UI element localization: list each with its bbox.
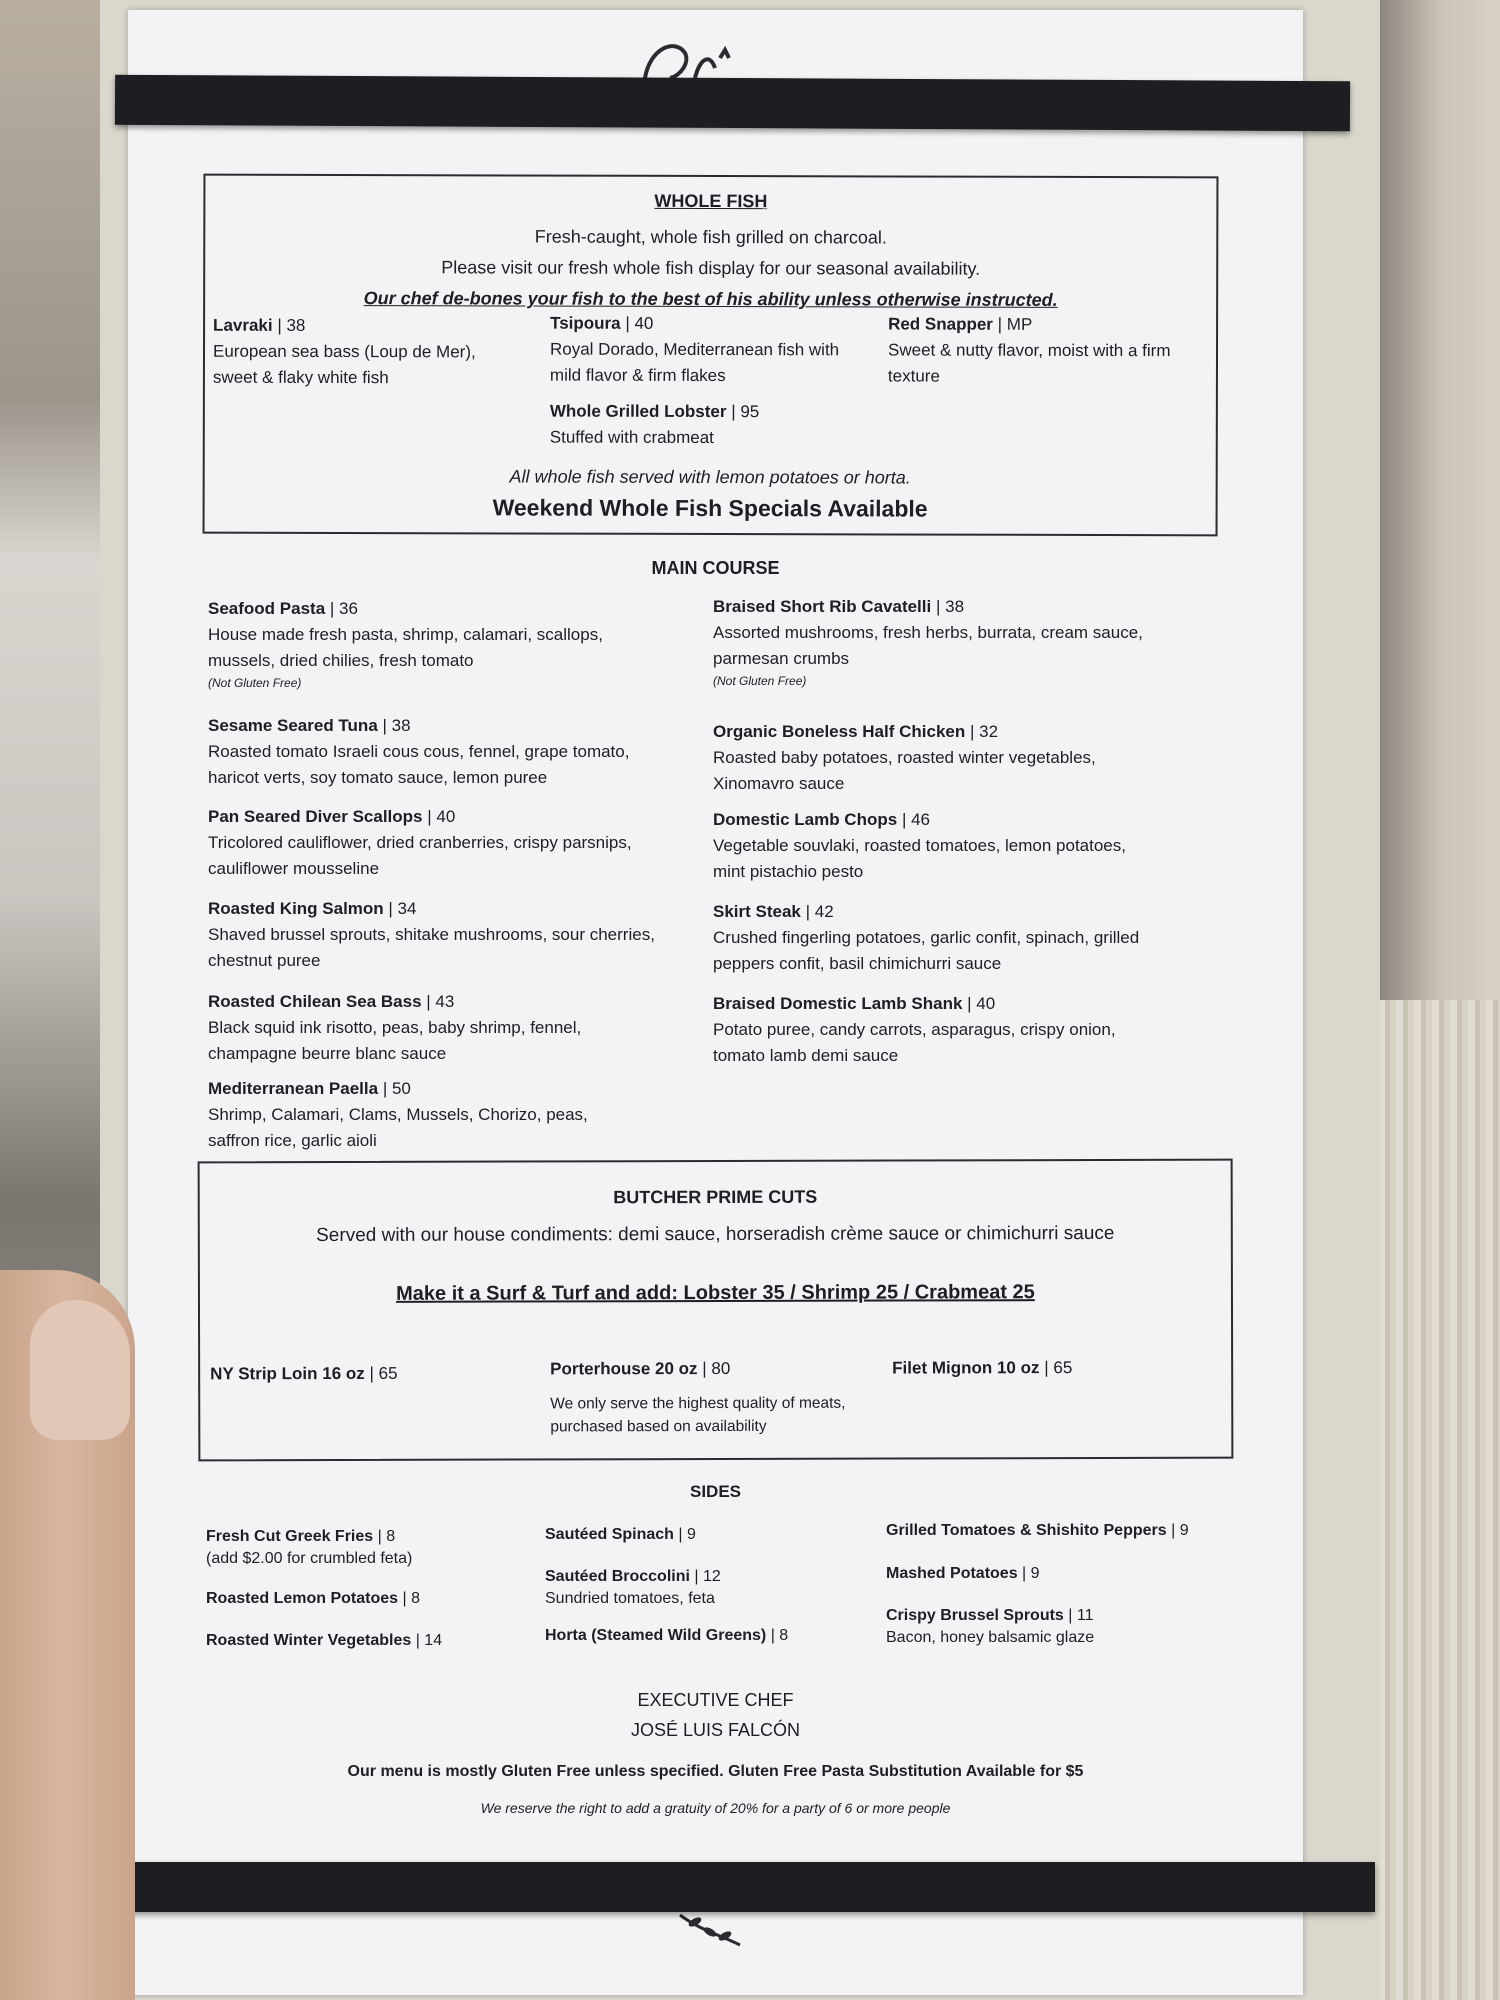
main-item-roasted-chilean-sea-bass: Roasted Chilean Sea Bass | 43 Black squid ink risotto, peas, baby shrimp, fennel, champagne beurre blanc sauce <box>208 992 582 1063</box>
main-item-braised-domestic-lamb-shank: Braised Domestic Lamb Shank | 40 Potato puree, candy carrots, asparagus, crispy onion, tomato lamb demi sauce <box>713 994 1116 1065</box>
whole-fish-line-1: Fresh-caught, whole fish grilled on charcoal. <box>534 226 887 248</box>
surf-and-turf: Make it a Surf & Turf and add: Lobster 35 / Shrimp 25 / Crabmeat 25 <box>396 1281 1035 1305</box>
butcher-item-ny-strip-loin: NY Strip Loin 16 oz | 65 <box>210 1363 398 1384</box>
gratuity-note: We reserve the right to add a gratuity of 20% for a party of 6 or more people <box>480 1800 951 1816</box>
logo-script-icon <box>640 38 750 80</box>
main-item-seafood-pasta: Seafood Pasta | 36 House made fresh pasta, shrimp, calamari, scallops, mussels, dried chilies, fresh tomato (Not Gluten Free) <box>208 599 603 690</box>
main-item-pan-seared-diver-scallops: Pan Seared Diver Scallops | 40 Tricolored cauliflower, dried cranberries, crispy parsnips, cauliflower mousseline <box>208 807 632 878</box>
whole-fish-box <box>203 174 1219 537</box>
executive-chef-title: EXECUTIVE CHEF <box>637 1690 794 1710</box>
menu-strap-top <box>115 75 1350 131</box>
main-item-sesame-seared-tuna: Sesame Seared Tuna | 38 Roasted tomato Israeli cous cous, fennel, grape tomato, haricot verts, soy tomato sauce, lemon puree <box>208 716 630 787</box>
side-fresh-cut-greek-fries: Fresh Cut Greek Fries | 8 (add $2.00 for crumbled feta) <box>206 1528 413 1567</box>
placemat <box>1360 1000 1500 2000</box>
main-item-organic-boneless-half-chicken: Organic Boneless Half Chicken | 32 Roasted baby potatoes, roasted winter vegetables, Xinomavro sauce <box>713 722 1096 793</box>
side-mashed-potatoes: Mashed Potatoes | 9 <box>886 1565 1040 1582</box>
gluten-free-note: Our menu is mostly Gluten Free unless specified. Gluten Free Pasta Substitution Available for $5 <box>347 1763 1084 1780</box>
whole-fish-line-2: Please visit our fresh whole fish display for our seasonal availability. <box>441 257 981 279</box>
butcher-item-filet-mignon: Filet Mignon 10 oz | 65 <box>892 1358 1073 1378</box>
fish-item-lavraki: Lavraki | 38 European sea bass (Loup de Mer), sweet & flaky white fish <box>212 315 476 388</box>
weekend-specials: Weekend Whole Fish Specials Available <box>492 494 928 522</box>
chef-deboning-note: Our chef de-bones your fish to the best of his ability unless otherwise instructed. <box>363 288 1058 310</box>
main-course-title: MAIN COURSE <box>651 558 780 578</box>
main-item-braised-short-rib-cavatelli: Braised Short Rib Cavatelli | 38 Assorted mushrooms, fresh herbs, burrata, cream sauce, parmesan crumbs (Not Gluten Free) <box>713 597 1143 688</box>
whole-fish-served-note: All whole fish served with lemon potatoes or horta. <box>509 466 911 488</box>
side-sauteed-spinach: Sautéed Spinach | 9 <box>545 1526 696 1543</box>
fish-item-red-snapper: Red Snapper | MP Sweet & nutty flavor, moist with a firm texture <box>887 314 1171 386</box>
fish-item-tsipoura: Tsipoura | 40 Royal Dorado, Mediterranean fish with mild flavor & firm flakes <box>549 313 840 386</box>
olive-branch-icon <box>670 1910 750 1950</box>
side-roasted-lemon-potatoes: Roasted Lemon Potatoes | 8 <box>206 1590 420 1607</box>
side-roasted-winter-vegetables: Roasted Winter Vegetables | 14 <box>206 1632 443 1649</box>
menu-logo-top <box>640 38 750 80</box>
main-item-domestic-lamb-chops: Domestic Lamb Chops | 46 Vegetable souvlaki, roasted tomatoes, lemon potatoes, mint pistachio pesto <box>713 810 1126 881</box>
butcher-item-porterhouse: Porterhouse 20 oz | 80 We only serve the highest quality of meats, purchased based on availability <box>550 1358 846 1436</box>
side-sauteed-broccolini: Sautéed Broccolini | 12 Sundried tomatoes, feta <box>545 1568 721 1607</box>
menu-strap-bottom <box>100 1862 1375 1912</box>
butcher-prime-cuts-box <box>198 1159 1234 1462</box>
fish-item-whole-grilled-lobster: Whole Grilled Lobster | 95 Stuffed with crabmeat <box>549 401 760 448</box>
menu-sheet <box>128 10 1303 1995</box>
main-item-mediterranean-paella: Mediterranean Paella | 50 Shrimp, Calamari, Clams, Mussels, Chorizo, peas, saffron rice, garlic aioli <box>208 1079 588 1150</box>
whole-fish-title: WHOLE FISH <box>654 190 768 212</box>
sides-title: SIDES <box>689 1482 742 1501</box>
butcher-title: BUTCHER PRIME CUTS <box>613 1186 818 1208</box>
butcher-condiments: Served with our house condiments: demi sauce, horseradish crème sauce or chimichurri sauce <box>316 1222 1115 1247</box>
side-grilled-tomatoes-shishito: Grilled Tomatoes & Shishito Peppers | 9 <box>886 1522 1189 1539</box>
main-item-roasted-king-salmon: Roasted King Salmon | 34 Shaved brussel sprouts, shitake mushrooms, sour cherries, chestnut puree <box>208 899 655 970</box>
thumb <box>30 1300 130 1440</box>
side-crispy-brussel-sprouts: Crispy Brussel Sprouts | 11 Bacon, honey balsamic glaze <box>886 1607 1095 1646</box>
main-item-skirt-steak: Skirt Steak | 42 Crushed fingerling potatoes, garlic confit, spinach, grilled peppers confit, basil chimichurri sauce <box>713 902 1140 973</box>
executive-chef-name: JOSÉ LUIS FALCÓN <box>630 1720 801 1740</box>
side-horta: Horta (Steamed Wild Greens) | 8 <box>545 1627 789 1644</box>
